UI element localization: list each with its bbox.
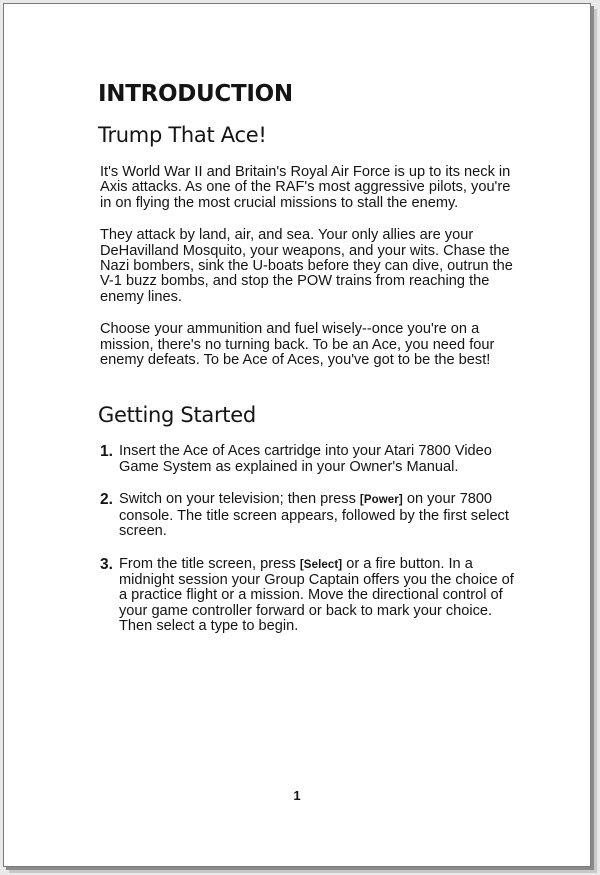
section-title-getting-started: Getting Started [98,403,256,428]
intro-paragraph-1: It's World War II and Britain's Royal Air Force is up to its neck in Axis attacks. As one of the RAF's most aggressive pilots, you're in on flying the most crucial missions to stall the enemy. [100,164,511,211]
page-number: 1 [293,788,301,803]
step-text-before: Switch on your television; then press [119,491,360,508]
step-item-2 [98,492,518,539]
select-key-label: [Select] [299,558,343,571]
manual-page [3,3,591,867]
power-key-label: [Power] [359,494,403,507]
step-item-1 [98,444,518,475]
step-text-before: From the title screen, press [119,555,300,572]
page-content [98,80,518,652]
step-text-after: on your 7800 console. The title screen appears, followed by the first select screen. [119,491,509,540]
step-item-3 [98,557,518,635]
step-text: Insert the Ace of Aces cartridge into your Atari 7800 Video Game System as explained in your Owner's Manual. [119,443,492,475]
steps-list [98,444,518,634]
intro-paragraph-3: Choose your ammunition and fuel wisely--once you're on a mission, there's no turning back. To be an Ace, you need four enemy defeats. To be Ace of Aces, you've got to be the best! [100,321,495,369]
step-number: 3. [100,555,113,573]
step-number: 2. [100,491,113,509]
intro-paragraph-2: They attack by land, air, and sea. Your only allies are your DeHavilland Mosquito, your weapons, and your wits. Chase the Nazi bombers, sink the U-boats before they can dive, outrun the V-1 buzz bombs, and stop the POW trains from reaching the enemy lines. [100,227,513,305]
section-title-trump-that-ace: Trump That Ace! [98,123,267,147]
step-text-after: or a fire button. In a midnight session your Group Captain offers you the choice of a practice flight or a mission. Move the directional control of your game controller forward or back to mark your choice. Then select a type to begin. [119,555,514,635]
step-number: 1. [100,443,113,461]
page-heading: INTRODUCTION [98,81,293,107]
